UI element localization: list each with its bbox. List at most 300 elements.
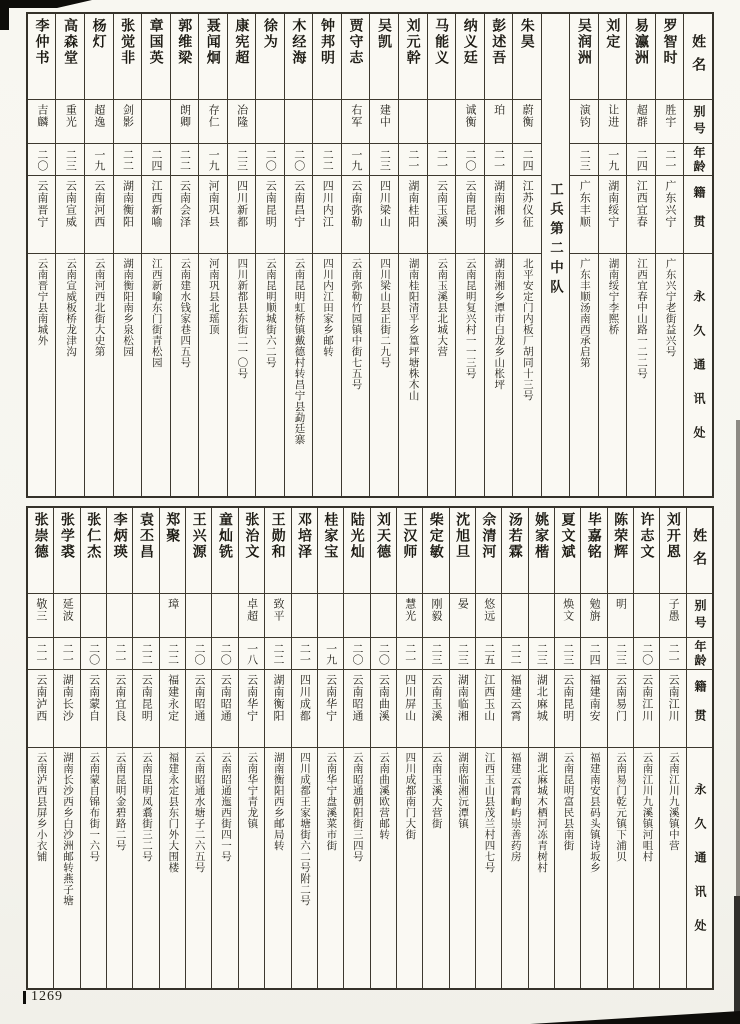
origin-cell: 云南昭通 <box>344 670 369 748</box>
roster-column <box>113 14 142 496</box>
origin-cell: 湖南长沙 <box>54 670 79 748</box>
alias-cell <box>107 594 132 638</box>
alias-cell: 勉旃 <box>581 594 606 638</box>
alias-cell: 右军 <box>342 100 370 144</box>
alias-cell: 延波 <box>54 594 79 638</box>
roster-column <box>655 14 684 496</box>
name-cell: 刘元幹 <box>399 14 427 100</box>
name-cell: 贾守志 <box>342 14 370 100</box>
origin-cell: 云南易门 <box>608 670 633 748</box>
origin-cell: 湖南桂阳 <box>399 176 427 254</box>
address-cell: 云南玉溪大营街 <box>430 752 443 829</box>
address-cell: 湖南衡阳南乡泉松园 <box>122 258 135 357</box>
origin-cell: 河南巩县 <box>199 176 227 254</box>
name-cell: 吴润洲 <box>570 14 598 100</box>
alias-cell <box>428 100 456 144</box>
roster-column <box>317 508 343 988</box>
alias-cell <box>81 594 106 638</box>
origin-cell: 云南会泽 <box>171 176 199 254</box>
origin-cell: 云南昆明 <box>133 670 158 748</box>
address-cell: 云南昭通朝阳街三四号 <box>351 752 364 862</box>
age-cell: 二三 <box>608 638 633 670</box>
name-cell: 王兴源 <box>186 508 211 594</box>
address-cell: 云南泸西县屏乡小衣铺 <box>35 752 48 862</box>
roster-column <box>211 508 237 988</box>
age-cell: 二〇 <box>256 144 284 176</box>
address-cell: 四川新都县东街二一〇号 <box>236 258 249 379</box>
name-cell: 彭述吾 <box>485 14 513 100</box>
age-cell: 二三 <box>529 638 554 670</box>
roster-column <box>159 508 185 988</box>
alias-cell: 诚衡 <box>456 100 484 144</box>
address-cell: 云南建水钱家巷四五号 <box>179 258 192 368</box>
alias-cell <box>142 100 170 144</box>
origin-cell: 福建南安 <box>581 670 606 748</box>
name-cell: 夏文斌 <box>555 508 580 594</box>
name-cell: 吴凯 <box>370 14 398 100</box>
roster-column <box>396 508 422 988</box>
alias-cell: 冶隆 <box>228 100 256 144</box>
address-cell: 云南蒙自锦布街一六号 <box>88 752 101 862</box>
name-cell: 王汉师 <box>397 508 422 594</box>
address-cell: 云南易门乾元镇下浦贝 <box>615 752 628 862</box>
scan-artifact-top-left <box>0 0 92 8</box>
address-cell: 云南弥勒竹园镇中街七五号 <box>350 258 363 390</box>
address-cell: 云南玉溪县北城大营 <box>436 258 449 357</box>
origin-cell: 云南玉溪 <box>423 670 448 748</box>
name-cell: 易瀛洲 <box>627 14 655 100</box>
address-cell: 四川梁山县正街二九号 <box>379 258 392 368</box>
alias-cell: 珀 <box>485 100 513 144</box>
age-cell: 二一 <box>397 638 422 670</box>
address-cell: 云南昆明富民县南街 <box>562 752 575 851</box>
address-cell: 北平安定门内板厂胡同十三号 <box>521 258 534 401</box>
name-cell: 陆光灿 <box>344 508 369 594</box>
name-cell: 刘开恩 <box>660 508 685 594</box>
name-cell: 汤若霖 <box>502 508 527 594</box>
roster-column <box>626 14 655 496</box>
age-cell: 二三 <box>570 144 598 176</box>
header-column <box>686 508 712 988</box>
origin-cell: 云南昭通 <box>186 670 211 748</box>
address-cell: 四川内江田家乡邮转 <box>322 258 334 357</box>
age-cell: 二二 <box>160 638 185 670</box>
alias-cell: 慧光 <box>397 594 422 638</box>
name-cell: 高森堂 <box>56 14 84 100</box>
scan-artifact-right-edge <box>734 896 740 1016</box>
age-cell: 二三 <box>555 638 580 670</box>
roster-column <box>659 508 685 988</box>
name-cell: 沈旭旦 <box>450 508 475 594</box>
address-cell: 湖南桂阳清平乡篁坪塘株木山 <box>407 258 420 401</box>
origin-cell: 云南河西 <box>85 176 113 254</box>
address-cell: 云南昭通迤西街四一号 <box>220 752 233 862</box>
address-cell: 河南巩县北瑶顶 <box>207 258 220 335</box>
address-cell: 福建永定县东门外大围楼 <box>167 752 180 873</box>
column-header-alias: 别号 <box>687 594 712 638</box>
alias-cell <box>399 100 427 144</box>
alias-cell <box>318 594 343 638</box>
address-cell: 云南昭通水塘子二六五号 <box>193 752 206 873</box>
origin-cell: 云南昭通 <box>212 670 237 748</box>
name-cell: 张治文 <box>239 508 264 594</box>
roster-column <box>55 14 84 496</box>
address-cell: 云南昆明顺城街六二号 <box>264 258 277 368</box>
origin-cell: 四川成都 <box>292 670 317 748</box>
origin-cell: 云南昆明 <box>555 670 580 748</box>
age-cell: 二二 <box>265 638 290 670</box>
alias-cell: 演钧 <box>570 100 598 144</box>
roster-column <box>106 508 132 988</box>
address-cell: 云南晋宁县南城外 <box>36 258 49 346</box>
origin-cell: 广东丰顺 <box>570 176 598 254</box>
roster-column <box>84 14 113 496</box>
alias-cell <box>313 100 341 144</box>
roster-column <box>141 14 170 496</box>
address-cell: 云南华宁青龙镇 <box>246 752 259 829</box>
alias-cell: 蔚衡 <box>513 100 541 144</box>
roster-table-bottom <box>26 506 714 990</box>
age-cell: 二一 <box>485 144 513 176</box>
roster-column <box>238 508 264 988</box>
scan-artifact-bottom-right <box>530 1011 740 1024</box>
origin-cell: 云南昌宁 <box>285 176 313 254</box>
roster-column <box>449 508 475 988</box>
roster-column <box>53 508 79 988</box>
age-cell: 二一 <box>292 638 317 670</box>
address-cell: 四川成都南门大街 <box>404 752 417 840</box>
origin-cell: 云南泸西 <box>28 670 53 748</box>
age-cell: 二二 <box>502 638 527 670</box>
alias-cell <box>344 594 369 638</box>
address-cell: 江西宜春中山路一二二号 <box>636 258 649 379</box>
roster-column <box>484 14 513 496</box>
address-cell: 广东丰顺汤南西承启第 <box>578 258 591 368</box>
column-header-name: 姓名 <box>687 508 712 594</box>
alias-cell <box>186 594 211 638</box>
name-cell: 许志文 <box>634 508 659 594</box>
roster-column <box>255 14 284 496</box>
roster-column <box>341 14 370 496</box>
age-cell: 二一 <box>28 638 53 670</box>
origin-cell: 四川梁山 <box>370 176 398 254</box>
alias-cell: 重光 <box>56 100 84 144</box>
origin-cell: 湖南绥宁 <box>599 176 627 254</box>
roster-column <box>312 14 341 496</box>
column-header-address: 永久通讯处 <box>691 290 706 460</box>
address-cell: 福建南安县码头镇诗坂乡 <box>588 752 601 873</box>
name-cell: 刘定 <box>599 14 627 100</box>
alias-cell <box>212 594 237 638</box>
age-cell: 二一 <box>54 638 79 670</box>
address-cell: 云南华宁盘溪菜市街 <box>325 752 338 851</box>
origin-cell: 云南昆明 <box>456 176 484 254</box>
alias-cell: 晏 <box>450 594 475 638</box>
age-cell: 二二 <box>114 144 142 176</box>
address-cell: 云南江川九溪镇河咀村 <box>641 752 654 862</box>
roster-column <box>370 508 396 988</box>
roster-column <box>398 14 427 496</box>
name-cell: 张仁杰 <box>81 508 106 594</box>
name-cell: 陈荣辉 <box>608 508 633 594</box>
age-cell: 二〇 <box>212 638 237 670</box>
roster-column <box>607 508 633 988</box>
origin-cell: 湖南衡阳 <box>265 670 290 748</box>
origin-cell: 云南曲溪 <box>371 670 396 748</box>
alias-cell <box>502 594 527 638</box>
roster-column <box>475 508 501 988</box>
age-cell: 二〇 <box>28 144 56 176</box>
origin-cell: 江西宜春 <box>627 176 655 254</box>
alias-cell: 建中 <box>370 100 398 144</box>
name-cell: 马能义 <box>428 14 456 100</box>
roster-column <box>227 14 256 496</box>
roster-column <box>422 508 448 988</box>
address-cell: 云南昆明凤翥街三二号 <box>140 752 153 862</box>
column-header-origin: 籍贯 <box>687 670 712 748</box>
roster-column <box>501 508 527 988</box>
column-header-origin: 籍贯 <box>684 176 712 254</box>
alias-cell <box>292 594 317 638</box>
roster-column <box>132 508 158 988</box>
origin-cell: 云南华宁 <box>239 670 264 748</box>
roster-column <box>185 508 211 988</box>
roster-column <box>284 14 313 496</box>
name-cell: 康宪超 <box>228 14 256 100</box>
age-cell: 二五 <box>476 638 501 670</box>
alias-cell: 让进 <box>599 100 627 144</box>
origin-cell: 江苏仪征 <box>513 176 541 254</box>
name-cell: 姚家楷 <box>529 508 554 594</box>
address-cell: 湖南绥宁李熙桥 <box>607 258 620 335</box>
alias-cell: 胜宇 <box>656 100 684 144</box>
origin-cell: 云南江川 <box>634 670 659 748</box>
origin-cell: 湖北麻城 <box>529 670 554 748</box>
roster-column <box>580 508 606 988</box>
name-cell: 邓培泽 <box>292 508 317 594</box>
address-cell: 湖北麻城木栖河冻青树村 <box>536 752 549 873</box>
origin-cell: 云南华宁 <box>318 670 343 748</box>
roster-column <box>427 14 456 496</box>
age-cell: 二〇 <box>81 638 106 670</box>
name-cell: 毕嘉铭 <box>581 508 606 594</box>
alias-cell: 超逸 <box>85 100 113 144</box>
age-cell: 二二 <box>313 144 341 176</box>
section-title: 工兵第二中队 <box>548 182 564 299</box>
age-cell: 一九 <box>85 144 113 176</box>
age-cell: 二二 <box>133 638 158 670</box>
age-cell: 二一 <box>428 144 456 176</box>
alias-cell: 朗卿 <box>171 100 199 144</box>
origin-cell: 云南蒙自 <box>81 670 106 748</box>
name-cell: 刘天德 <box>371 508 396 594</box>
address-cell: 云南昆明虹桥镇戴德村转昌宁县勐廷寨 <box>293 258 306 445</box>
age-cell: 二四 <box>627 144 655 176</box>
alias-cell: 刚毅 <box>423 594 448 638</box>
age-cell: 二〇 <box>285 144 313 176</box>
age-cell: 一八 <box>239 638 264 670</box>
name-cell: 佘清河 <box>476 508 501 594</box>
scan-artifact-top-left-corner <box>0 0 9 30</box>
alias-cell: 悠远 <box>476 594 501 638</box>
age-cell: 二四 <box>581 638 606 670</box>
address-cell: 云南宣威板桥龙津沟 <box>65 258 78 357</box>
name-cell: 柴定敏 <box>423 508 448 594</box>
age-cell: 二三 <box>228 144 256 176</box>
roster-column <box>512 14 541 496</box>
scan-artifact-bottom-left-tick <box>23 991 26 1004</box>
origin-cell: 湖南湘乡 <box>485 176 513 254</box>
origin-cell: 云南宜良 <box>107 670 132 748</box>
name-cell: 罗智时 <box>656 14 684 100</box>
address-cell: 云南河西北街大史第 <box>93 258 106 357</box>
name-cell: 张崇德 <box>28 508 53 594</box>
age-cell: 二四 <box>142 144 170 176</box>
address-cell: 云南昆明金碧路二号 <box>114 752 127 851</box>
age-cell: 二三 <box>423 638 448 670</box>
page-number: 1269 <box>31 989 63 1004</box>
name-cell: 木经海 <box>285 14 313 100</box>
address-cell: 云南曲溪欧营邮转 <box>378 752 391 840</box>
age-cell: 二一 <box>399 144 427 176</box>
address-cell: 湖南长沙西乡白沙洲邮转燕子塘 <box>61 752 74 906</box>
origin-cell: 四川屏山 <box>397 670 422 748</box>
roster-table-top <box>26 12 714 498</box>
origin-cell: 云南昆明 <box>256 176 284 254</box>
alias-cell: 吉麟 <box>28 100 56 144</box>
age-cell: 二〇 <box>634 638 659 670</box>
age-cell: 二一 <box>107 638 132 670</box>
origin-cell: 福建永定 <box>160 670 185 748</box>
name-cell: 童灿铣 <box>212 508 237 594</box>
age-cell: 二三 <box>450 638 475 670</box>
column-header-address: 永久通讯处 <box>693 783 708 953</box>
column-header-alias: 别号 <box>684 100 712 144</box>
age-cell: 二三 <box>56 144 84 176</box>
name-cell: 张觉非 <box>114 14 142 100</box>
column-header-name: 姓名 <box>684 14 712 100</box>
address-cell: 广东兴宁老街益兴号 <box>664 258 677 357</box>
roster-column <box>170 14 199 496</box>
address-cell: 福建云霄岣屿崇善药房 <box>509 752 522 862</box>
origin-cell: 云南江川 <box>660 670 685 748</box>
origin-cell: 福建云霄 <box>502 670 527 748</box>
name-cell: 杨灯 <box>85 14 113 100</box>
age-cell: 二三 <box>370 144 398 176</box>
roster-column <box>28 508 53 988</box>
roster-column <box>455 14 484 496</box>
alias-cell <box>634 594 659 638</box>
alias-cell: 璋 <box>160 594 185 638</box>
roster-column <box>633 508 659 988</box>
name-cell: 聂闻炯 <box>199 14 227 100</box>
roster-column <box>343 508 369 988</box>
roster-column <box>569 14 598 496</box>
origin-cell: 广东兴宁 <box>656 176 684 254</box>
roster-column <box>598 14 627 496</box>
roster-column <box>264 508 290 988</box>
alias-cell <box>285 100 313 144</box>
age-cell: 二四 <box>513 144 541 176</box>
alias-cell: 剑影 <box>114 100 142 144</box>
roster-column <box>528 508 554 988</box>
name-cell: 袁丕昌 <box>133 508 158 594</box>
origin-cell: 云南弥勒 <box>342 176 370 254</box>
origin-cell: 四川新都 <box>228 176 256 254</box>
name-cell: 纳义廷 <box>456 14 484 100</box>
origin-cell: 云南晋宁 <box>28 176 56 254</box>
age-cell: 一九 <box>199 144 227 176</box>
name-cell: 李仲书 <box>28 14 56 100</box>
age-cell: 二二 <box>171 144 199 176</box>
roster-column <box>369 14 398 496</box>
origin-cell: 云南宣威 <box>56 176 84 254</box>
name-cell: 王勋和 <box>265 508 290 594</box>
age-cell: 二〇 <box>456 144 484 176</box>
name-cell: 朱昊 <box>513 14 541 100</box>
scan-artifact-page-edge <box>736 420 740 900</box>
origin-cell: 湖南衡阳 <box>114 176 142 254</box>
address-cell: 江西玉山县茂兰村四七号 <box>483 752 496 873</box>
origin-cell: 四川内江 <box>313 176 341 254</box>
age-cell: 二〇 <box>186 638 211 670</box>
column-header-age: 年龄 <box>687 638 712 670</box>
alias-cell <box>256 100 284 144</box>
address-cell: 湖南临湘沅潭镇 <box>457 752 470 829</box>
address-cell: 四川成都王家塘街六二号附二号 <box>299 752 312 906</box>
alias-cell: 敬三 <box>28 594 53 638</box>
alias-cell <box>133 594 158 638</box>
alias-cell: 卓超 <box>239 594 264 638</box>
age-cell: 二〇 <box>371 638 396 670</box>
origin-cell: 江西新喻 <box>142 176 170 254</box>
age-cell: 二一 <box>656 144 684 176</box>
roster-column <box>291 508 317 988</box>
name-cell: 徐为 <box>256 14 284 100</box>
name-cell: 郭维梁 <box>171 14 199 100</box>
alias-cell: 超群 <box>627 100 655 144</box>
age-cell: 二一 <box>660 638 685 670</box>
alias-cell: 致平 <box>265 594 290 638</box>
name-cell: 张学裘 <box>54 508 79 594</box>
roster-column <box>554 508 580 988</box>
address-cell: 湖南湘乡潭市白龙乡山枨坪 <box>493 258 506 390</box>
section-divider-column <box>541 14 570 496</box>
address-cell: 湖南衡阳西乡邮局转 <box>272 752 285 851</box>
age-cell: 一九 <box>599 144 627 176</box>
name-cell: 郑聚 <box>160 508 185 594</box>
origin-cell: 江西玉山 <box>476 670 501 748</box>
name-cell: 章国英 <box>142 14 170 100</box>
alias-cell: 焕文 <box>555 594 580 638</box>
alias-cell: 明 <box>608 594 633 638</box>
address-cell: 江西新喻东门街青松园 <box>150 258 163 368</box>
roster-column <box>80 508 106 988</box>
name-cell: 钟邦明 <box>313 14 341 100</box>
origin-cell: 云南玉溪 <box>428 176 456 254</box>
alias-cell <box>371 594 396 638</box>
name-cell: 桂家宝 <box>318 508 343 594</box>
address-cell: 云南昆明复兴村一一三号 <box>464 258 477 379</box>
alias-cell <box>529 594 554 638</box>
roster-column <box>28 14 56 496</box>
address-cell: 云南江川九溪镇中营 <box>667 752 680 851</box>
alias-cell: 子愚 <box>660 594 685 638</box>
age-cell: 二〇 <box>344 638 369 670</box>
origin-cell: 湖南临湘 <box>450 670 475 748</box>
age-cell: 一九 <box>318 638 343 670</box>
alias-cell: 存仁 <box>199 100 227 144</box>
